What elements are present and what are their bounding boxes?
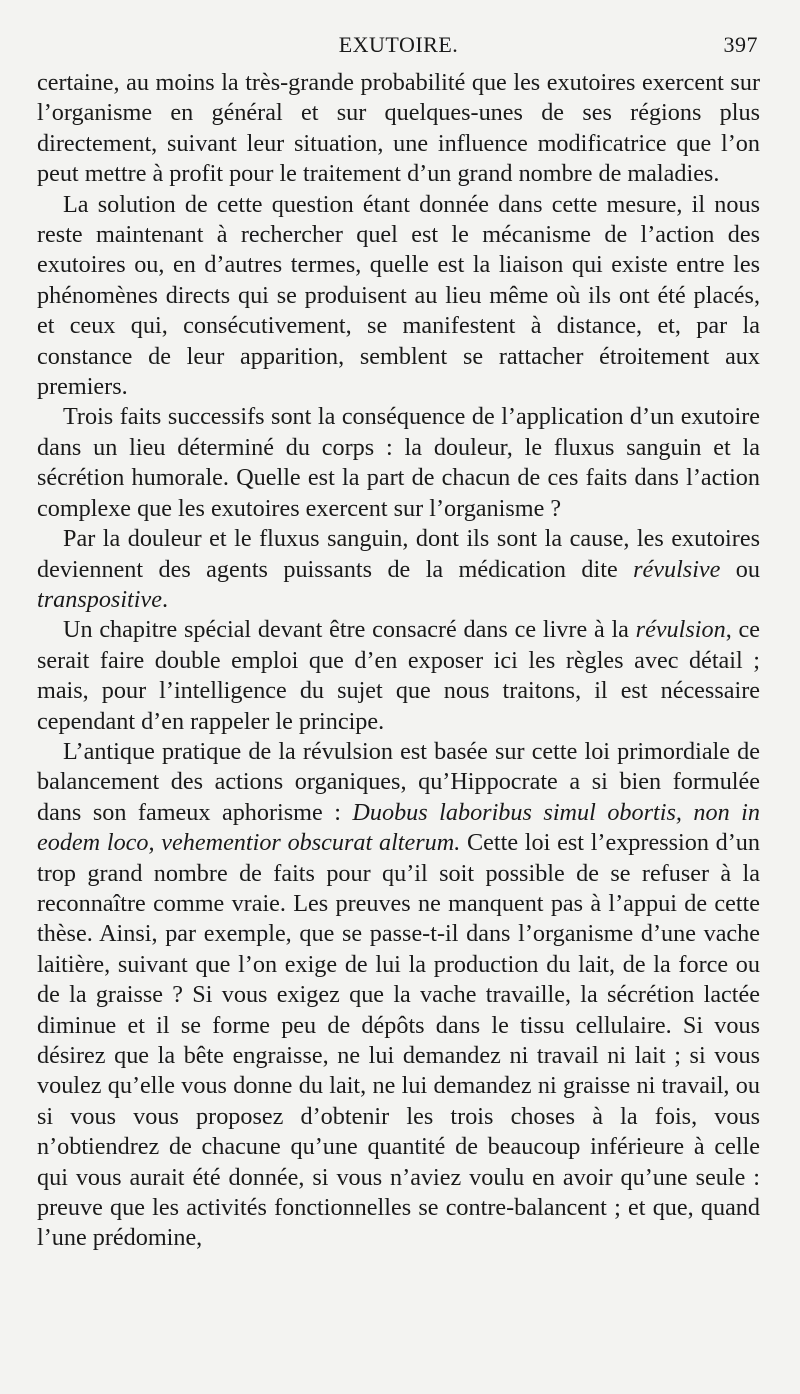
text-run: La solution de cette question étant donnée dans cette mesure, il nous reste maintenant à rechercher quel est le mécanisme de l’action des exutoires ou, en d’autres termes, quelle est la liaison qui existe entre les phénomènes directs qui se produisent au lieu même où ils ont été placés, et ceux qui, consécutivement, se manifestent à distance, et, par la constance de leur apparition, semblent se rattacher étroitement aux premiers. bbox=[37, 190, 760, 401]
paragraph bbox=[37, 737, 760, 1254]
text-run: certaine, au moins la très-grande probabilité que les exutoires exercent sur l’organisme en général et sur quelques-unes de ses régions plus directement, suivant leur situation, une influence modificatrice que l’on peut mettre à profit pour le traitement d’un grand nombre de maladies. bbox=[37, 69, 760, 188]
text-run: Cette loi est l’expression d’un trop grand nombre de faits pour qu’il soit possible de se refuser à la reconnaître comme vraie. Les preuves ne manquent pas à l’appui de cette thèse. Ainsi, par exemple, que se passe-t-il dans l’organisme d’une vache laitière, suivant que l’on exige de lui la production du lait, de la force ou de la graisse ? Si vous exigez que la vache travaille, la sécrétion lactée diminue et il se forme peu de dépôts dans le tissu cellulaire. Si vous désirez que la bête engraisse, ne lui demandez ni travail ni lait ; si vous voulez qu’elle vous donne du lait, ne lui demandez ni graisse ni travail, ou si vous vous proposez d’obtenir les trois choses à la fois, vous n’obtiendrez de chacune qu’une quantité de beaucoup inférieure à celle qui vous aurait été donnée, si vous n’aviez voulu en avoir qu’une seule : preuve que les activités fonctionnelles se contre-balancent ; et que, quand l’une prédomine, bbox=[37, 829, 760, 1252]
paragraph bbox=[37, 615, 760, 737]
paragraph bbox=[37, 402, 760, 524]
italic-text: transpositive bbox=[37, 585, 162, 613]
text-run: Un chapitre spécial devant être consacré dans ce livre à la bbox=[63, 616, 636, 644]
page-number: 397 bbox=[723, 32, 758, 57]
text-run: . bbox=[161, 585, 169, 613]
body-text bbox=[37, 68, 760, 1254]
running-title: EXUTOIRE. bbox=[338, 32, 459, 57]
paragraph bbox=[37, 524, 760, 615]
text-run: , ce serait faire double emploi que d’en exposer ici les règles avec détail ; mais, pour l’intelligence du sujet que nous traitons, il est nécessaire cependant d’en rappeler le principe. bbox=[37, 616, 760, 735]
text-run: Trois faits successifs sont la conséquence de l’application d’un exutoire dans un lieu déterminé du corps : la douleur, le fluxus sanguin et la sécrétion humorale. Quelle est la part de chacun de ces faits dans l’action complexe que les exutoires exercent sur l’organisme ? bbox=[37, 403, 760, 522]
paragraph bbox=[37, 190, 760, 403]
text-run: Par la douleur et le fluxus sanguin, dont ils sont la cause, les exutoires deviennent des agents puissants de la médication dite bbox=[37, 525, 760, 583]
italic-text: révulsive bbox=[633, 555, 721, 583]
paragraph bbox=[37, 68, 760, 190]
running-header bbox=[37, 28, 760, 68]
text-run: ou bbox=[720, 555, 760, 583]
italic-text: révulsion bbox=[635, 616, 726, 644]
italic-text: Duobus laboribus simul obortis, non in eodem loco, vehementior obscurat alterum. bbox=[37, 798, 760, 857]
text-run: L’antique pratique de la révulsion est basée sur cette loi primordiale de balancement des actions organiques, qu’Hippocrate a si bien formulée dans son fameux aphorisme : bbox=[37, 737, 760, 826]
